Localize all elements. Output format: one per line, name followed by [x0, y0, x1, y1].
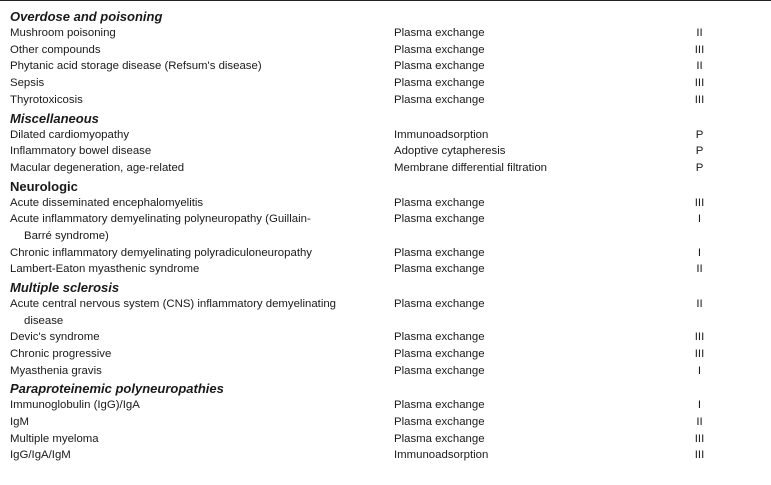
condition-text: Other compounds — [10, 43, 101, 56]
table-row — [0, 143, 771, 160]
method-cell: Adoptive cytapheresis — [394, 145, 506, 158]
condition-cell — [0, 261, 392, 278]
table-row — [0, 329, 771, 346]
method-cell: Plasma exchange — [394, 263, 485, 276]
condition-text: Acute inflammatory demyelinating polyneuropathy (Guillain- — [10, 213, 311, 226]
category-cell: I — [697, 364, 702, 377]
method-cell: Plasma exchange — [394, 415, 485, 428]
table-row — [0, 363, 771, 380]
condition-cell — [0, 42, 392, 59]
table-row — [0, 160, 771, 177]
condition-text: Acute disseminated encephalomyelitis — [10, 196, 204, 209]
category-cell: I — [697, 213, 702, 226]
condition-text: Phytanic acid storage disease (Refsum's disease) — [10, 60, 262, 73]
category-cell: III — [694, 43, 705, 56]
table-row — [0, 92, 771, 109]
condition-text: Inflammatory bowel disease — [10, 145, 152, 158]
category-cell: P — [695, 145, 704, 158]
table-row — [0, 431, 771, 448]
category-cell: P — [695, 161, 704, 174]
method-cell: Plasma exchange — [394, 246, 485, 259]
method-cell: Plasma exchange — [394, 432, 485, 445]
section-title: Overdose and poisoning — [10, 9, 163, 24]
table-row — [0, 397, 771, 414]
condition-text: IgG/IgA/IgM — [10, 449, 71, 462]
indications-table — [0, 7, 771, 464]
condition-text: IgM — [10, 415, 29, 428]
table-row — [0, 414, 771, 431]
section-header — [0, 7, 771, 25]
method-cell: Plasma exchange — [394, 27, 485, 39]
method-cell: Plasma exchange — [394, 43, 485, 56]
category-cell: III — [694, 331, 705, 344]
category-cell: III — [694, 347, 705, 360]
condition-cell — [0, 211, 392, 244]
top-rule — [0, 0, 771, 1]
condition-text: Acute central nervous system (CNS) inflammatory demyelinating — [10, 297, 337, 310]
table-row — [0, 296, 771, 329]
method-cell: Plasma exchange — [394, 399, 485, 412]
condition-text: Thyrotoxicosis — [10, 93, 83, 106]
condition-cell — [0, 160, 392, 177]
condition-cell — [0, 397, 392, 414]
category-cell: III — [694, 196, 705, 209]
condition-cell — [0, 25, 392, 42]
category-cell: II — [696, 415, 703, 428]
condition-cell — [0, 92, 392, 109]
category-cell: P — [695, 128, 704, 141]
section-title: Paraproteinemic polyneuropathies — [10, 381, 224, 397]
condition-text: Chronic progressive — [10, 347, 112, 360]
table-row — [0, 346, 771, 363]
category-cell: III — [694, 449, 705, 462]
condition-cell — [0, 447, 392, 464]
condition-text: Macular degeneration, age-related — [10, 161, 185, 174]
table-body — [0, 7, 771, 464]
method-cell: Plasma exchange — [394, 331, 485, 344]
method-cell: Plasma exchange — [394, 213, 485, 226]
condition-cell — [0, 143, 392, 160]
table-row — [0, 25, 771, 42]
method-cell: Plasma exchange — [394, 93, 485, 106]
condition-text-continued: disease — [24, 314, 64, 327]
method-cell: Plasma exchange — [394, 77, 485, 90]
category-cell: II — [696, 297, 703, 310]
condition-cell — [0, 329, 392, 346]
table-row — [0, 261, 771, 278]
category-cell: III — [694, 93, 705, 106]
condition-cell — [0, 431, 392, 448]
condition-cell — [0, 414, 392, 431]
method-cell: Plasma exchange — [394, 60, 485, 73]
table-row — [0, 75, 771, 92]
condition-cell — [0, 346, 392, 363]
category-cell: II — [696, 27, 703, 39]
method-cell: Plasma exchange — [394, 364, 485, 377]
condition-text-continued: Barré syndrome) — [24, 229, 109, 242]
method-cell: Immunoadsorption — [394, 128, 489, 141]
condition-cell — [0, 195, 392, 212]
category-cell: II — [696, 263, 703, 276]
condition-cell — [0, 363, 392, 380]
category-cell: I — [697, 399, 702, 412]
section-title: Miscellaneous — [10, 110, 99, 126]
method-cell: Plasma exchange — [394, 196, 485, 209]
section-title: Multiple sclerosis — [10, 279, 120, 295]
table-row — [0, 211, 771, 244]
table-row — [0, 195, 771, 212]
section-header — [0, 177, 771, 195]
table-row — [0, 447, 771, 464]
condition-text: Lambert-Eaton myasthenic syndrome — [10, 263, 200, 276]
method-cell: Plasma exchange — [394, 347, 485, 360]
section-header — [0, 379, 771, 397]
condition-cell — [0, 296, 392, 329]
table-row — [0, 42, 771, 59]
condition-text: Sepsis — [10, 77, 45, 90]
condition-text: Immunoglobulin (IgG)/IgA — [10, 399, 140, 412]
condition-cell — [0, 75, 392, 92]
condition-cell — [0, 127, 392, 144]
category-cell: I — [697, 246, 702, 259]
category-cell: II — [696, 60, 703, 73]
table-row — [0, 58, 771, 75]
section-title: Neurologic — [10, 178, 78, 194]
table-row — [0, 245, 771, 262]
category-cell: III — [694, 77, 705, 90]
condition-cell — [0, 245, 392, 262]
category-cell: III — [694, 432, 705, 445]
method-cell: Immunoadsorption — [394, 449, 489, 462]
condition-text: Dilated cardiomyopathy — [10, 128, 130, 141]
section-header — [0, 278, 771, 296]
condition-text: Devic's syndrome — [10, 331, 100, 344]
condition-text: Multiple myeloma — [10, 432, 99, 445]
condition-cell — [0, 58, 392, 75]
section-header — [0, 109, 771, 127]
condition-text: Mushroom poisoning — [10, 27, 116, 39]
table-row — [0, 127, 771, 144]
method-cell: Plasma exchange — [394, 297, 485, 310]
condition-text: Myasthenia gravis — [10, 364, 102, 377]
method-cell: Membrane differential filtration — [394, 161, 548, 174]
condition-text: Chronic inflammatory demyelinating polyradiculoneuropathy — [10, 246, 313, 259]
